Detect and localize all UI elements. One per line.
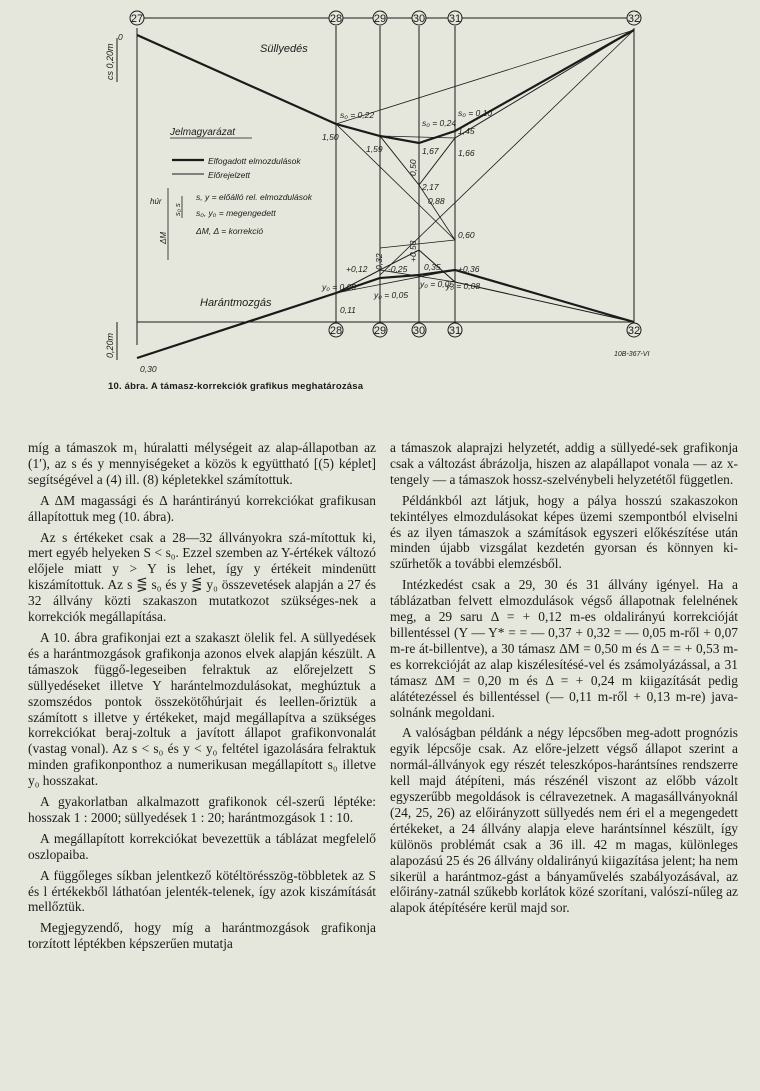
value-032: 0,32 — [374, 253, 384, 270]
svg-text:32: 32 — [627, 13, 641, 25]
support-correction-diagram — [0, 0, 760, 430]
value-y0-28: y₀ = 0,09 — [322, 282, 357, 292]
support-marker-30-bottom — [412, 323, 426, 337]
legend-dm: ΔM, Δ = korrekció — [196, 226, 264, 236]
value-217: 2,17 — [422, 182, 439, 192]
paragraph: míg a támaszok m₁ húralatti mélységeit az alap-állapotban az (1′), az s és y mennyiségeket a közös k együttható [(5) képlet] segítségével a (4) ill. (8) képletekkel számítottuk. — [28, 440, 376, 487]
value-012: +0,12 — [346, 264, 368, 274]
paragraph: A megállapított korrekciókat bevezettük a táblázat megfelelő oszlopaiba. — [28, 830, 376, 862]
svg-text:27: 27 — [130, 13, 144, 25]
support-marker-29-bottom — [373, 323, 387, 337]
value-159: 1,59 — [366, 144, 383, 154]
scale-label-top: cs 0,20m — [105, 43, 115, 80]
value-035: 0,35 — [424, 262, 441, 272]
value-150: 1,50 — [322, 132, 339, 142]
support-marker-28 — [329, 11, 343, 25]
support-marker-27 — [130, 11, 144, 25]
legend-side-dm: ΔM — [159, 231, 168, 244]
svg-text:32: 32 — [627, 325, 641, 337]
value-053: +0,53 — [408, 240, 418, 262]
legend-title: Jelmagyarázat — [170, 127, 236, 138]
value-088: 0,88 — [428, 196, 445, 206]
paragraph: a támaszok alaprajzi helyzetét, addig a süllyedé-sek grafikonja csak a változást ábrázolja, hiszen az alapállapot vonala — az x-tengely — a támaszok hossz-szelvénybeli helyzetétől független. — [390, 440, 738, 487]
value-145: 1,45 — [458, 126, 475, 136]
value-s0-30: s₀ = 0,24 — [422, 118, 457, 128]
value-left-bottom: 0,30 — [140, 364, 157, 374]
svg-text:29: 29 — [373, 13, 387, 25]
legend-s0y0: s₀, y₀ = megengedett — [196, 208, 276, 218]
legend-side-s: s₀ s — [173, 203, 182, 216]
value-y0-29: y₀ = 0,05 — [374, 290, 409, 300]
value-left-top: 0 — [118, 32, 123, 42]
settlement-label: Süllyedés — [260, 43, 308, 55]
support-marker-30 — [412, 11, 426, 25]
value-050: 0,50 — [408, 159, 418, 176]
support-marker-28-bottom — [329, 323, 343, 337]
value-036: +0,36 — [458, 264, 480, 274]
support-marker-31 — [448, 11, 462, 25]
chord-line — [380, 30, 634, 275]
svg-text:31: 31 — [448, 13, 462, 25]
value-s0-28: s₀ = 0,22 — [340, 110, 375, 120]
value-166: 1,66 — [458, 148, 475, 158]
support-marker-31-bottom — [448, 323, 462, 337]
support-marker-32-bottom — [627, 323, 641, 337]
figure-stamp: 10B-367-VI — [614, 351, 650, 358]
value-y0-30: y₀ = 0,05 — [420, 279, 455, 289]
paragraph: Példánkból azt látjuk, hogy a pálya hosszú szakaszokon tekintélyes elmozdulásokat képes üzemi szempontból elviselni és az ilyen támaszok a számítások egyszeri előkészítése után minden újabb vizsgálat kezdetén gyorsan és könnyen ki-szűrhetők a további elemzésből. — [390, 492, 738, 572]
svg-text:28: 28 — [329, 325, 343, 337]
support-marker-32 — [627, 11, 641, 25]
svg-text:30: 30 — [412, 325, 426, 337]
support-marker-29 — [373, 11, 387, 25]
paragraph: A 10. ábra grafikonjai ezt a szakaszt ölelik fel. A süllyedések és a harántmozgások grafikonja azonos elvek alapján készült. A támaszok függő-legeseiben felraktuk az előrejelzett S süllyedéseket illetve Y harántelmozdulásokat, meghúztuk a szomszédos pontok összekötőhúrjait és leellen-őriztük a számított s illetve y értékeket, majd megállapítva a szükséges korrekciókat beraj-zoltuk a javított állapot grafikonvonalát (vastag vonal). Az s < s₀ és y < y₀ feltétel igazolására felraktuk minden grafikonponthoz a numerikusan megállapított s₀ illetve y₀ hosszakat. — [28, 629, 376, 789]
value-167: 1,67 — [422, 146, 439, 156]
paragraph: Az s értékeket csak a 28—32 állványokra szá-mítottuk ki, mert egyéb helyeken S < s₀. Ezzel szemben az Y-értékek változó előjele miatt y > Y is lehet, így y értékeit mindenütt kiszámítottuk. Az s ⋚ s₀ és y ⋚ y₀ összevetések alapján a 27 és 32 állvány közti szakaszon mutatkozot szükséges-nek a korrekciók megállapítása. — [28, 529, 376, 625]
svg-text:28: 28 — [329, 13, 343, 25]
value-y025: -0,25 — [388, 264, 408, 274]
legend-accepted: Elfogadott elmozdulások — [208, 156, 301, 166]
paragraph: A valóságban példánk a négy lépcsőben meg-adott prognózis egyik lépcsője csak. Az előre-jelzett végső állapot szerint a normál-állványok egy részét teleszkópos-harántsínes rendszerre kell majd átépíteni, más részénél viszont az előbb vázolt egyszerűbb megoldások is célravezetnek. A magasállványoknál (24, 25, 26) az előirányzott süllyedés nem éri el a megengedett értékeket, a 24 állvány alapja eleve harántsínnel készült, így különös problémát csak a 36 ill. 42 m magas, különleges alapozású 25 és 26 állvány oldalirányú kiigazítása jelent; ha nem sikerül a harántmoz-gást a bányaművelés szabályozásával, az előirány-zatnál szűkebb korlátok közé szorítani, valószí-nűleg az alapok átépítésére kerül majd sor. — [390, 725, 738, 916]
svg-text:29: 29 — [373, 325, 387, 337]
legend-planned: Előrejelzett — [208, 170, 251, 180]
value-060: 0,60 — [458, 230, 475, 240]
scale-label-bottom: 0,20m — [105, 332, 115, 358]
figure — [0, 0, 760, 430]
legend-sy: s, y = előálló rel. elmozdulások — [196, 192, 312, 202]
value-s0-31: s₀ = 0,10 — [458, 108, 493, 118]
value-011: 0,11 — [340, 305, 356, 315]
paragraph: A gyakorlatban alkalmazott grafikonok cél-szerű léptéke: hosszak 1 : 2000; süllyedések 1 : 20; harántmozgások 1 : 10. — [28, 794, 376, 825]
paragraph: Intézkedést csak a 29, 30 és 31 állvány igényel. Ha a táblázatban felvett elmozdulások végső állapotnak felelnének meg, a 29 saru Δ = + 0,12 m-es oldalirányú korrekcióját billentéssel (Y — Y* = = — 0,37 + 0,32 = — 0,05 m-ről + 0,07 m-re át-billentve), a 30 támasz ΔM = 0,50 m és Δ = = + 0,53 m-es korrekcióját az alap kiszélesítésé-vel és zsámolyázással, a 31 támasz ΔM = 0,20 m és Δ = + 0,24 m kiigazítását pedig alátétezéssel és billentéssel (— 0,11 m-ről + 0,13 m-re) java-solnánk megoldani. — [390, 577, 738, 720]
value-y0-31: y₀ = 0,08 — [446, 281, 481, 291]
svg-text:31: 31 — [448, 325, 462, 337]
legend-side-chord: húr — [150, 197, 162, 206]
text-column-right — [390, 440, 738, 1085]
text-column-left — [28, 440, 376, 1085]
figure-caption: 10. ábra. A támasz-korrekciók grafikus meghatározása — [108, 381, 364, 392]
svg-text:30: 30 — [412, 13, 426, 25]
lateral-label: Harántmozgás — [200, 297, 272, 309]
paragraph: A függőleges síkban jelentkező kötéltörésszög-többletek az S és l értékekből láthatóan jelenték-telenek, így azok kiszámítását mellőztük. — [28, 867, 376, 915]
paragraph: A ΔM magassági és Δ harántirányú korrekciókat grafikusan állapítottuk meg (10. ábra). — [28, 492, 376, 524]
paragraph: Megjegyzendő, hogy míg a harántmozgások grafikonja torzított léptékben képszerűen mutatja — [28, 920, 376, 952]
